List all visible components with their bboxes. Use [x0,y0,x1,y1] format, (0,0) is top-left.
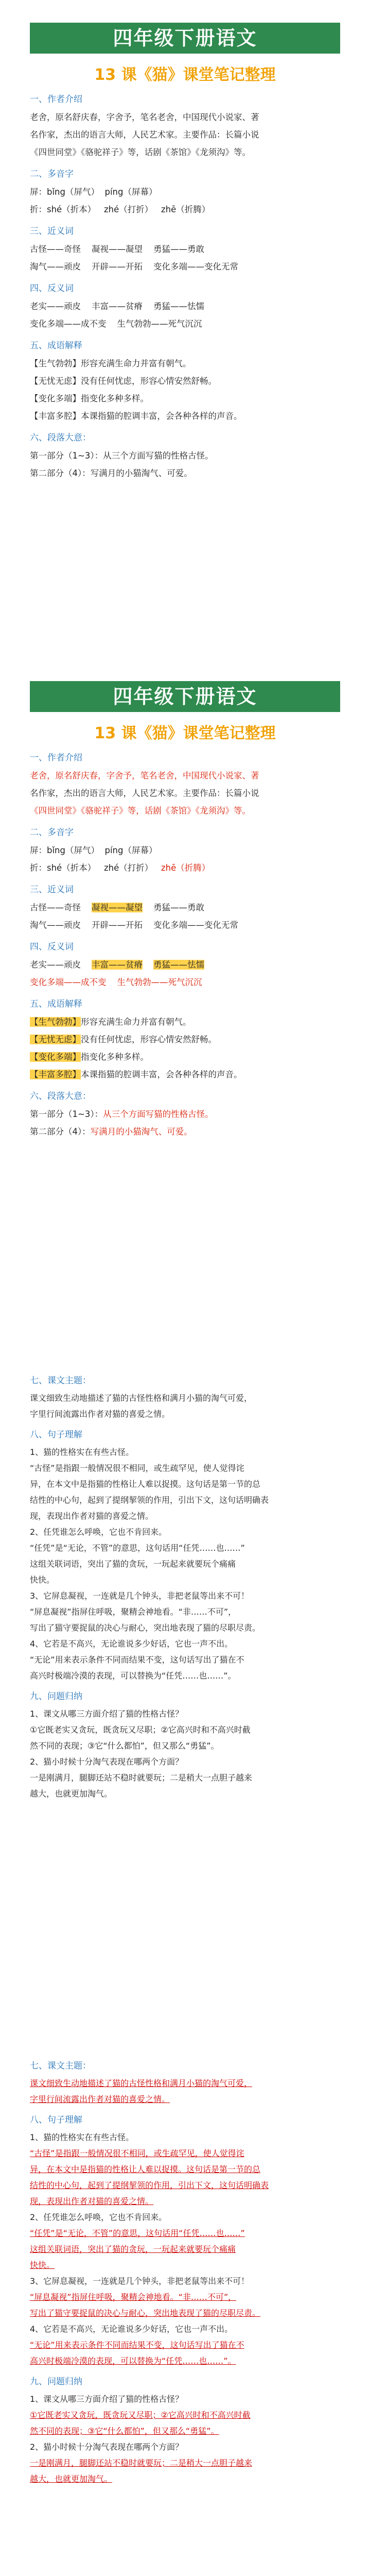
section-theme-heading: 七、课文主题： [30,1376,91,1386]
synonyms-line-1 [30,241,340,258]
section-theme-heading: 七、课文主题： [30,2061,91,2071]
lesson-subtitle: 13 课《猫》课堂笔记整理 [94,66,276,84]
section-synonyms-heading: 三、近义词 [30,885,74,895]
sentence-explain: 这组关联词语，突出了猫的贪玩，一玩起来就要玩个痛痛 [30,1559,236,1569]
idiom-term: 【无忧无虑】 [30,1035,81,1044]
section-sentences-heading: 八、句子理解 [30,2115,82,2125]
paragraph-summary-2 [30,1123,340,1141]
polyphone-zhe-2: zhé（打折） [103,205,153,214]
sentence-explain: “古怪”是指跟一般情况很不相同，或生疏罕见，使人觉得诧 [30,2148,244,2158]
answer-line: 然不同的表现；③它“什么都怕”，但又那么“勇猛”。 [30,1741,219,1751]
section-questions-heading: 九、问题归纳 [30,1691,82,1702]
idiom-term: 【丰富多腔】 [30,411,81,421]
answer-line: 越大，也就更加淘气。 [30,2474,113,2484]
polyphone-zhe-1: 折：shé（折本） [30,863,96,873]
page-title-banner: 四年级下册语文 [30,23,340,54]
sentence-explain: “屏息凝视”指屏住呼吸，聚精会神地看。“非……不可”， [30,1607,237,1617]
section-questions-heading: 九、问题归纳 [30,2377,82,2387]
sentence-explain: “屏息凝视”指屏住呼吸，聚精会神地看。“非……不可”， [30,2292,237,2302]
antonym-pair: 生气勃勃——死气沉沉 [117,319,202,329]
antonyms-line-1 [30,956,340,974]
section-author-heading: 一、作者介绍 [30,94,82,105]
idiom-meaning: 指变化多种多样。 [81,394,149,403]
antonym-pair: 勇猛——怯懦 [153,301,204,311]
synonym-pair: 开辟——开拓 [91,920,143,930]
section-synonyms-heading: 三、近义词 [30,226,74,236]
idiom-item [30,355,340,372]
author-line-3: 《四世同堂》《骆驼祥子》等，话剧《茶馆》《龙须沟》等。 [30,806,251,816]
section-idioms-heading: 五、成语解释 [30,341,82,351]
sentence-explain: “无论”用来表示条件不同而结果不变，这句话写出了猫在不 [30,1655,244,1665]
idiom-item [30,1048,340,1066]
idiom-meaning: 本课指猫的腔调丰富，会各种各样的声音。 [81,1070,242,1079]
idiom-item [30,1031,340,1048]
paragraph-summary-1 [30,1106,340,1123]
antonym-pair: 丰富——贫瘠 [91,960,143,970]
synonym-pair: 开辟——开拓 [91,262,143,272]
antonym-pair: 丰富——贫瘠 [91,301,143,311]
synonym-pair: 淘气——顽皮 [30,920,81,930]
sentence-quote: 2、任凭谁怎么呼唤，它也不肯回来。 [30,2212,167,2222]
part-label: 第一部分（1~3）： [30,1109,103,1119]
question: 1、课文从哪三方面介绍了猫的性格古怪？ [30,2394,184,2404]
theme-line-2: 字里行间流露出作者对猫的喜爱之情。 [30,2094,170,2104]
section-idioms-heading: 五、成语解释 [30,999,82,1009]
sentence-explain: 高兴时极端冷漠的表现，可以替换为“任凭……也……”。 [30,2356,236,2366]
synonym-pair: 凝视——凝望 [91,244,143,254]
antonym-pair: 勇猛——怯懦 [153,960,204,970]
section-antonyms-heading: 四、反义词 [30,283,74,294]
synonym-pair: 古怪——奇怪 [30,903,81,912]
sentence-explain: “任凭”是“无论，不管”的意思，这句话用“任凭……也……” [30,2228,245,2238]
sentence-explain: 快快。 [30,2260,55,2270]
antonym-pair: 老实——顽皮 [30,301,81,311]
sentence-explain: “无论”用来表示条件不同而结果不变，这句话写出了猫在不 [30,2340,244,2350]
sentence-explain: 快快。 [30,1575,55,1585]
part-summary: 写满月的小猫淘气、可爱。 [90,1127,192,1137]
answer-line: ①它既老实又贪玩，既贪玩又尽职；②它高兴时和不高兴时截 [30,1725,251,1735]
lesson-subtitle: 13 课《猫》课堂笔记整理 [94,724,276,742]
sentence-explain: “古怪”是指跟一般情况很不相同，或生疏罕见，使人觉得诧 [30,1463,244,1473]
synonym-pair: 勇猛——勇敢 [153,903,204,912]
polyphone-line-2 [30,859,340,877]
author-line-2: 名作家，杰出的语言大师，人民艺术家。主要作品：长篇小说 [30,130,259,140]
theme-line-2: 字里行间流露出作者对猫的喜爱之情。 [30,1409,170,1419]
synonyms-line-2 [30,258,340,276]
synonym-pair: 淘气——顽皮 [30,262,81,272]
answer-line: 越大，也就更加淘气。 [30,1789,113,1799]
sentence-quote: 2、任凭谁怎么呼唤，它也不肯回来。 [30,1527,167,1537]
part-summary: 从三个方面写猫的性格古怪。 [103,1109,214,1119]
sentence-explain: 高兴时极端冷漠的表现，可以替换为“任凭……也……”。 [30,1671,236,1681]
part-summary: 写满月的小猫淘气、可爱。 [90,468,192,478]
synonyms-line-2 [30,917,340,934]
sentence-explain: 写出了猫守要捉鼠的决心与耐心，突出地表现了猫的尽职尽责。 [30,2308,261,2318]
part-label: 第二部分（4）： [30,1127,91,1137]
author-line-3: 《四世同堂》《骆驼祥子》等，话剧《茶馆》《龙须沟》等。 [30,147,251,157]
sentence-explain: 异，在本文中是指猫的性格让人难以捉摸。这句话是第一节的总 [30,1479,261,1489]
paragraph-summary-1 [30,447,340,465]
synonym-pair: 变化多端——变化无常 [153,262,238,272]
idiom-meaning: 本课指猫的腔调丰富，会各种各样的声音。 [81,411,242,421]
author-line-1: 老舍，原名舒庆春，字舍予，笔名老舍，中国现代小说家、著 [30,771,259,781]
idiom-term: 【变化多端】 [30,394,81,403]
notes-continued-highlighted [30,2053,340,2487]
section-polyphone-heading: 二、多音字 [30,827,74,838]
synonyms-line-1 [30,899,340,917]
paragraph-summary-2 [30,465,340,482]
idiom-meaning: 形容充满生命力并富有朝气。 [81,1017,191,1027]
part-label: 第一部分（1~3）： [30,451,103,461]
notes-sheet-plain [30,23,340,482]
theme-line-1: 课文细致生动地描述了猫的古怪性格和满月小猫的淘气可爱， [30,2078,253,2088]
polyphone-zhe-1: 折：shé（折本） [30,205,96,214]
idiom-item [30,372,340,390]
sentence-quote: 1、猫的性格实在有些古怪。 [30,2132,134,2142]
sentence-explain: 现，表现出作者对猫的喜爱之情。 [30,1511,154,1521]
sentence-quote: 4、它若是不高兴，无论谁说多少好话，它也一声不出。 [30,1639,233,1649]
idiom-term: 【无忧无虑】 [30,376,81,386]
polyphone-zhe-3: zhē（折腾） [161,863,210,873]
section-polyphone-heading: 二、多音字 [30,169,74,179]
section-author-heading: 一、作者介绍 [30,753,82,763]
synonym-pair: 凝视——凝望 [91,903,143,912]
antonym-pair: 生气勃勃——死气沉沉 [117,977,202,987]
answer-line: 然不同的表现；③它“什么都怕”，但又那么“勇猛”。 [30,2426,219,2436]
idiom-term: 【生气勃勃】 [30,359,81,368]
antonyms-line-2 [30,315,340,333]
sentence-quote: 3、它屏息凝视，一连就是几个钟头，非把老鼠等出来不可！ [30,1591,250,1601]
idiom-term: 【生气勃勃】 [30,1017,81,1027]
polyphone-zhe-3: zhē（折腾） [161,205,210,214]
question: 1、课文从哪三方面介绍了猫的性格古怪？ [30,1709,184,1719]
polyphone-line-1 [30,183,340,201]
polyphone-ping-2: píng（屏幕） [104,845,157,855]
sentence-explain: 结性的中心句，起到了提纲挈领的作用，引出下文，这句话明确表 [30,1495,269,1505]
sentence-explain: 现，表现出作者对猫的喜爱之情。 [30,2196,154,2206]
idiom-meaning: 指变化多种多样。 [81,1052,149,1062]
polyphone-ping-1: 屏：bǐng（屏气） [30,845,99,855]
sentence-explain: 这组关联词语，突出了猫的贪玩，一玩起来就要玩个痛痛 [30,2244,236,2254]
page-title-banner: 四年级下册语文 [30,681,340,712]
polyphone-zhe-2: zhé（打折） [103,863,153,873]
idiom-item [30,408,340,425]
answer-line: ①它既老实又贪玩，既贪玩又尽职；②它高兴时和不高兴时截 [30,2410,251,2420]
synonym-pair: 变化多端——变化无常 [153,920,238,930]
synonym-pair: 勇猛——勇敢 [153,244,204,254]
antonyms-line-1 [30,298,340,315]
idiom-item [30,390,340,408]
idiom-term: 【丰富多腔】 [30,1070,81,1079]
sentence-explain: 异，在本文中是指猫的性格让人难以捉摸。这句话是第一节的总 [30,2164,261,2174]
polyphone-line-1 [30,842,340,859]
part-label: 第二部分（4）： [30,468,91,478]
antonym-pair: 变化多端——成不变 [30,977,107,987]
sentence-explain: “任凭”是“无论，不管”的意思，这句话用“任凭……也……” [30,1543,245,1553]
antonym-pair: 老实——顽皮 [30,960,81,970]
theme-line-1: 课文细致生动地描述了猫的古怪性格和满月小猫的淘气可爱， [30,1393,253,1403]
idiom-term: 【变化多端】 [30,1052,81,1062]
notes-continued-plain [30,1368,340,1802]
antonym-pair: 变化多端——成不变 [30,319,107,329]
sentence-quote: 1、猫的性格实在有些古怪。 [30,1447,134,1457]
idiom-meaning: 形容充满生命力并富有朝气。 [81,359,191,368]
polyphone-ping-1: 屏：bǐng（屏气） [30,187,99,197]
section-sentences-heading: 八、句子理解 [30,1430,82,1440]
polyphone-line-2 [30,201,340,218]
part-summary: 从三个方面写猫的性格古怪。 [103,451,214,461]
sentence-quote: 4、它若是不高兴，无论谁说多少好话，它也一声不出。 [30,2324,233,2334]
section-antonyms-heading: 四、反义词 [30,942,74,952]
question: 2、猫小时候十分淘气表现在哪两个方面？ [30,1757,184,1767]
answer-line: 一是刚满月，腿脚还站不稳时就要玩；二是稍大一点胆子越来 [30,1773,253,1783]
author-line-2: 名作家，杰出的语言大师，人民艺术家。主要作品：长篇小说 [30,788,259,798]
author-line-1: 老舍，原名舒庆春，字舍予，笔名老舍，中国现代小说家、著 [30,112,259,122]
sentence-explain: 结性的中心句，起到了提纲挈领的作用，引出下文，这句话明确表 [30,2180,269,2190]
antonyms-line-2 [30,974,340,991]
polyphone-ping-2: píng（屏幕） [104,187,157,197]
idiom-item [30,1066,340,1083]
idiom-meaning: 没有任何忧虑，形容心情安然舒畅。 [81,376,217,386]
section-paragraphs-heading: 六、段落大意： [30,433,91,443]
section-paragraphs-heading: 六、段落大意： [30,1091,91,1101]
sentence-quote: 3、它屏息凝视，一连就是几个钟头，非把老鼠等出来不可！ [30,2276,250,2286]
idiom-meaning: 没有任何忧虑，形容心情安然舒畅。 [81,1035,217,1044]
sentence-explain: 写出了猫守要捉鼠的决心与耐心，突出地表现了猫的尽职尽责。 [30,1623,261,1633]
idiom-item [30,1013,340,1031]
synonym-pair: 古怪——奇怪 [30,244,81,254]
answer-line: 一是刚满月，腿脚还站不稳时就要玩；二是稍大一点胆子越来 [30,2458,253,2468]
notes-sheet-highlighted [30,681,340,1141]
question: 2、猫小时候十分淘气表现在哪两个方面？ [30,2442,184,2452]
